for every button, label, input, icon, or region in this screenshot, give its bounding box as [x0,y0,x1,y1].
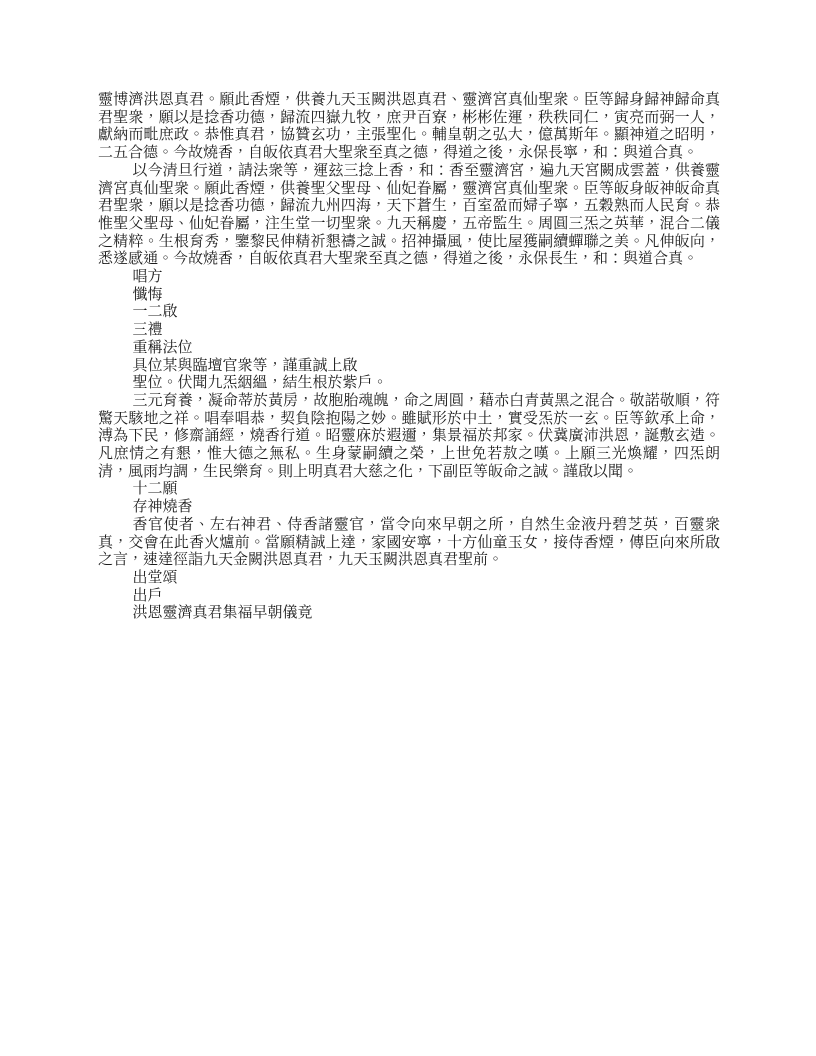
ritual-item: 聖位。伏聞九炁絪縕，結生根於紫戶。 [132,375,388,392]
paragraph-continuation: 靈博濟洪恩真君。願此香煙，供養九天玉闕洪恩真君、靈濟宮真仙聖衆。臣等歸身歸神歸命真君聖衆，願以是捻香功德，歸流四嶽九牧，庶尹百寮，彬彬佐運，秩秩同仁，寅亮而弼一人，獻納而毗庶政。恭惟真君，協贊玄功，主張聖化。輔皇朝之弘大，億萬斯年。顯神道之昭明，二五合德。今故燒香，自皈依真君大聖衆至真之德，得道之後，永保長寧，和：與道合真。 [98,92,720,162]
paragraph: 以今清旦行道，請法衆等，運玆三捻上香，和：香至靈濟宮，遍九天宮闕成雲蓋，供養靈濟宮真仙聖衆。願此香煙，供養聖父聖母、仙妃眷屬，靈濟宮真仙聖衆。臣等皈身皈神皈命真君聖衆，願以是捻香功德，歸流九州四海，天下蒼生，百室盈而婦子寧，五穀熟而人民育。恭惟聖父聖母、仙妃眷屬，注生堂一切聖衆。九天稱慶，五帝監生。周圓三炁之英華，混合二儀之精粹。生根育秀，鑒黎民伸精祈懇禱之誠。招神攝風，使比屋獲嗣續蟬聯之美。凡伸皈向，悉遂感通。今故燒香，自皈依真君大聖衆至真之德，得道之後，永保長生，和：與道合真。 [98,162,720,268]
ritual-item: 懺悔 [132,286,163,303]
ritual-item: 一二啟 [132,304,178,321]
document-ending-line: 洪恩靈濟真君集福早朝儀竟 [132,605,313,622]
ritual-item: 唱方 [132,269,163,286]
ritual-item: 出堂頌 [132,569,178,586]
document-page [98,92,720,623]
ritual-item: 具位某與臨壇官衆等，謹重誠上啟 [132,357,358,374]
ritual-item: 出戶 [132,587,163,604]
ritual-item: 存神燒香 [132,499,193,516]
ritual-item: 十二願 [132,481,178,498]
ritual-item: 重稱法位 [132,339,193,356]
paragraph: 三元育養，凝命蒂於黃房，故胞胎魂魄，命之周圓，藉赤白青黃黑之混合。敬諾敬順，符驚天駭地之祥。唱奉唱恭，契負陰抱陽之妙。雖賦形於中土，實受炁於一玄。臣等欽承上命，溥為下民，修齋誦經，燒香行道。昭靈庥於遐邇，集景福於邦家。伏冀廣沛洪恩，誕敷玄造。凡庶情之有懇，惟大德之無私。生身蒙嗣續之榮，上世免若敖之嘆。上願三光煥耀，四炁朗清，風雨均調，生民樂育。則上明真君大慈之化，下副臣等皈命之誠。謹啟以聞。 [98,392,720,480]
ritual-item: 三禮 [132,322,163,339]
paragraph: 香官使者、左右神君、侍香諸靈官，當令向來早朝之所，自然生金液丹碧芝英，百靈衆真，交會在此香火爐前。當願精誠上達，家國安寧，十方仙童玉女，接侍香煙，傳臣向來所啟之言，速達徑詣九天金闕洪恩真君，九天玉闕洪恩真君聖前。 [98,516,720,569]
